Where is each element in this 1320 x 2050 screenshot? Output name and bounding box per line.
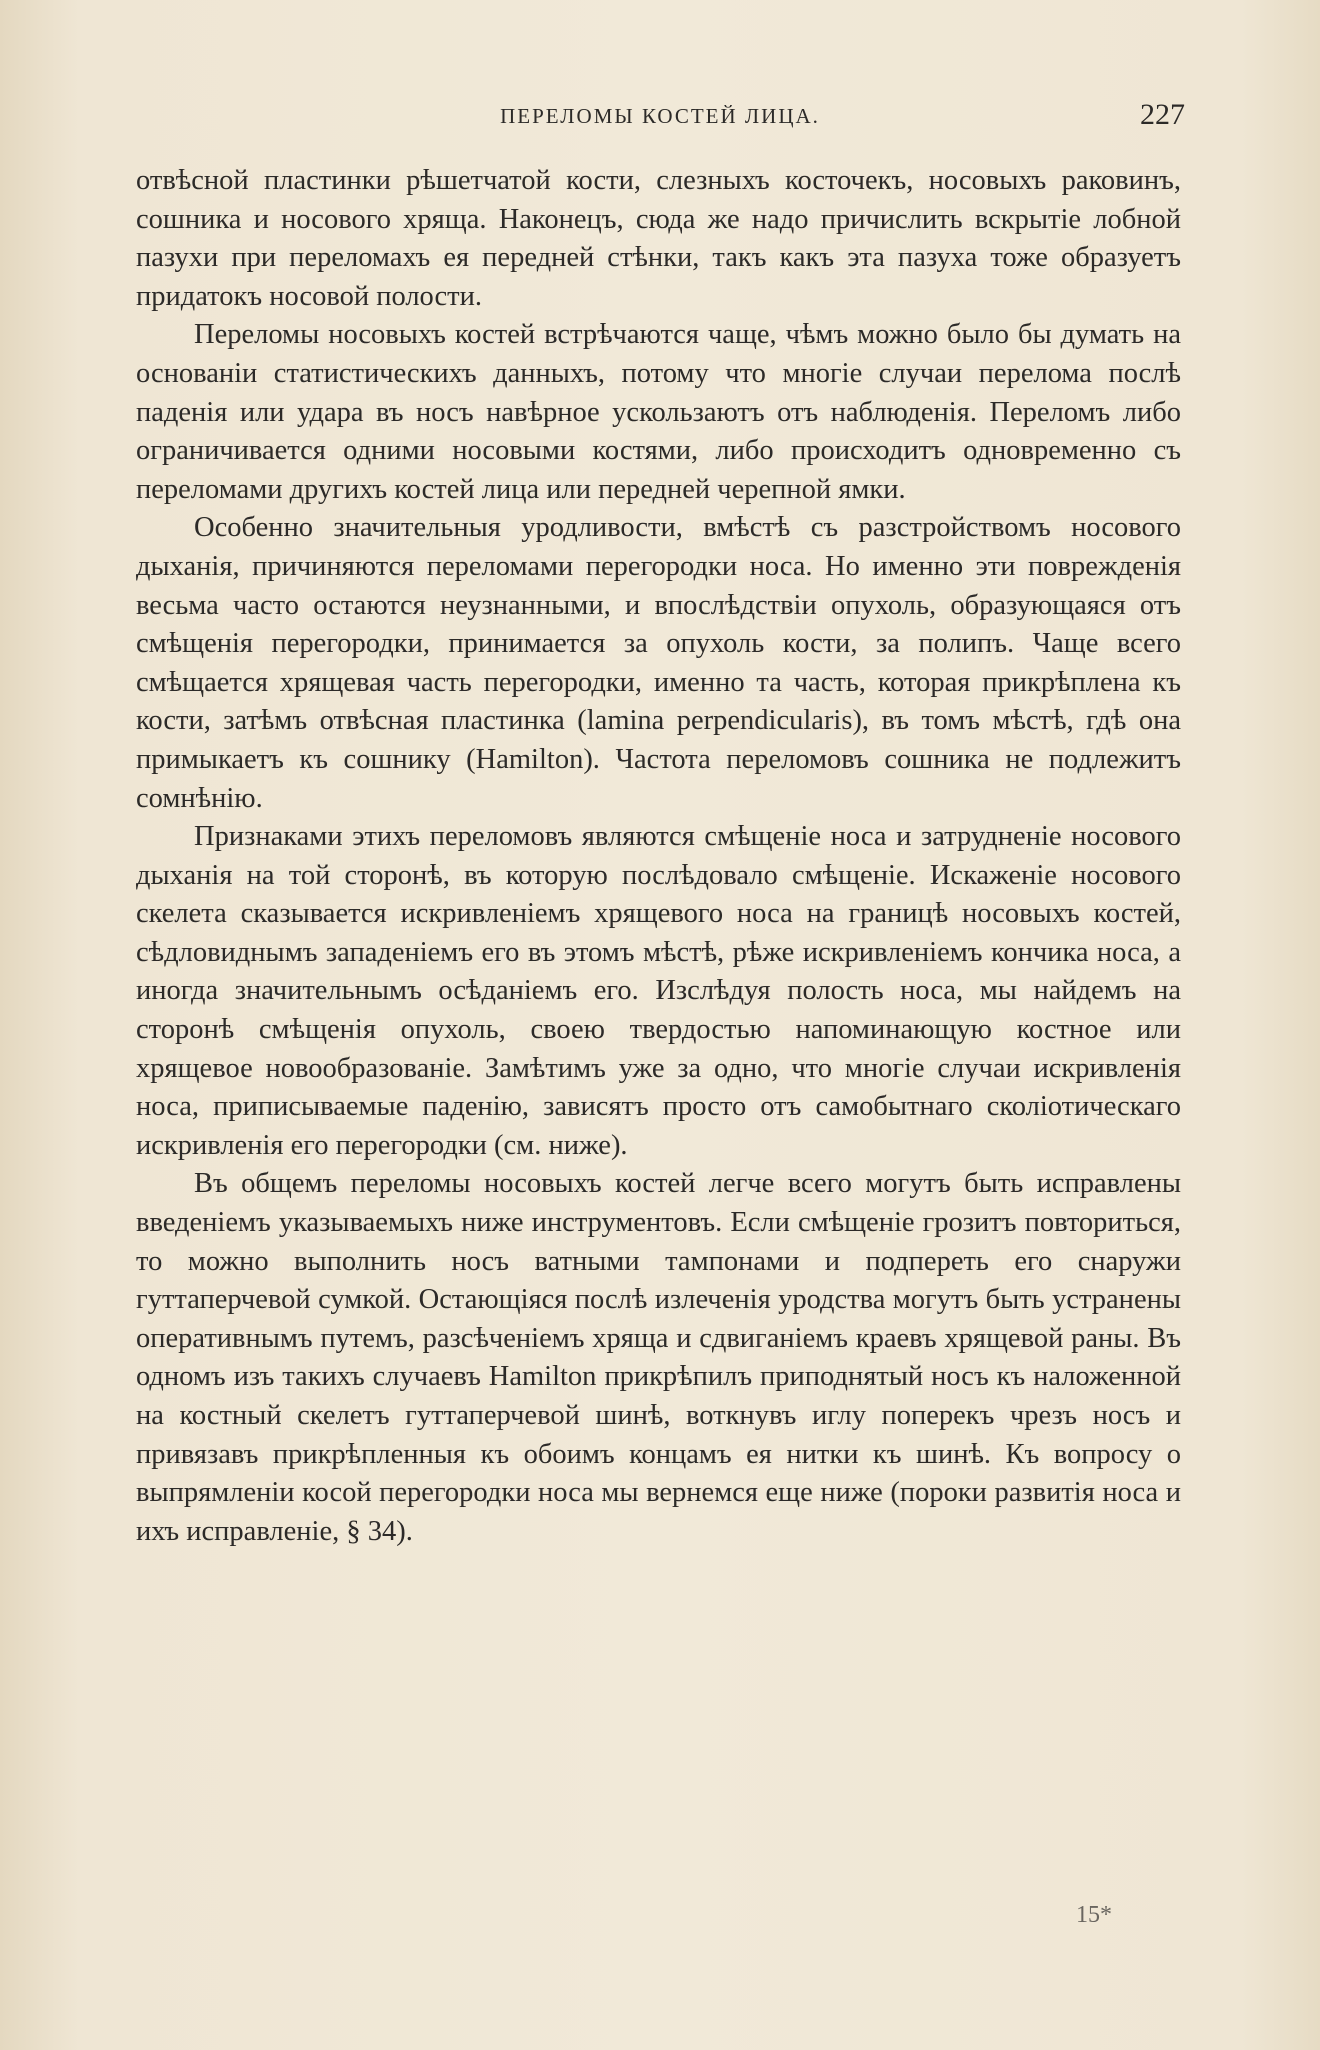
paragraph: Признаками этихъ переломовъ являются смѣщеніе носа и затрудненіе носового дыханія на той сторонѣ, въ которую послѣдовало смѣщеніе. Искаженіе носового скелета сказывается искривленіемъ хрящевого носа на границѣ носовыхъ костей, сѣдловиднымъ западеніемъ его въ этомъ мѣстѣ, рѣже искривленіемъ кончика носа, а иногда значительнымъ осѣданіемъ его. Изслѣдуя полость носа, мы найдемъ на сторонѣ смѣщенія опухоль, своею твердостью напоминающую костное или хрящевое новообразованіе. Замѣтимъ уже за одно, что многіе случаи искривленія носа, приписываемые паденію, зависятъ просто отъ самобытнаго сколіотическаго искривленія его перегородки (см. ниже). bbox=[136, 821, 1181, 1161]
paragraph: Особенно значительныя уродливости, вмѣстѣ съ разстройствомъ носового дыханія, причиняются переломами перегородки носа. Но именно эти поврежденія весьма часто остаются неузнанными, и впослѣдствіи опухоль, образующаяся отъ смѣщенія перегородки, принимается за опухоль кости, за полипъ. Чаще всего смѣщается хрящевая часть перегородки, именно та часть, которая прикрѣплена къ кости, затѣмъ отвѣсная пластинка (lamina perpendicularis), въ томъ мѣстѣ, гдѣ она примыкаетъ къ сошнику (Hamilton). Частота переломовъ сошника не подлежитъ сомнѣнію. bbox=[136, 512, 1181, 814]
running-title: ПЕРЕЛОМЫ КОСТЕЙ ЛИЦА. bbox=[500, 104, 820, 128]
page-number: 227 bbox=[1140, 98, 1185, 131]
paragraph: Въ общемъ переломы носовыхъ костей легче всего могутъ быть исправлены введеніемъ указываемыхъ ниже инструментовъ. Если смѣщеніе грозитъ повториться, то можно выполнить носъ ватными тампонами и подпереть его снаружи гуттаперчевой сумкой. Остающіяся послѣ излеченія уродства могутъ быть устранены оперативнымъ путемъ, разсѣченіемъ хряща и сдвиганіемъ краевъ хрящевой раны. Въ одномъ изъ такихъ случаевъ Hamilton прикрѣпилъ приподнятый носъ къ наложенной на костный скелетъ гуттаперчевой шинѣ, воткнувъ иглу поперекъ чрезъ носъ и привязавъ прикрѣпленныя къ обоимъ концамъ ея нитки къ шинѣ. Къ вопросу о выпрямленіи косой перегородки носа мы вернемся еще ниже (пороки развитія носа и ихъ исправленіе, § 34). bbox=[136, 1168, 1181, 1547]
signature-mark: 15* bbox=[1076, 1902, 1112, 1928]
running-head bbox=[135, 98, 1185, 138]
body-text bbox=[136, 162, 1181, 1551]
paragraph: Переломы носовыхъ костей встрѣчаются чаще, чѣмъ можно было бы думать на основаніи статистическихъ данныхъ, потому что многіе случаи перелома послѣ паденія или удара въ носъ навѣрное ускользаютъ отъ наблюденія. Переломъ либо ограничивается одними носовыми костями, либо происходитъ одновременно съ переломами другихъ костей лица или передней черепной ямки. bbox=[136, 319, 1181, 505]
paragraph: отвѣсной пластинки рѣшетчатой кости, слезныхъ косточекъ, носовыхъ раковинъ, сошника и носового хряща. Наконецъ, сюда же надо причислить вскрытіе лобной пазухи при переломахъ ея передней стѣнки, такъ какъ эта пазуха тоже образуетъ придатокъ носовой полости. bbox=[136, 165, 1181, 312]
